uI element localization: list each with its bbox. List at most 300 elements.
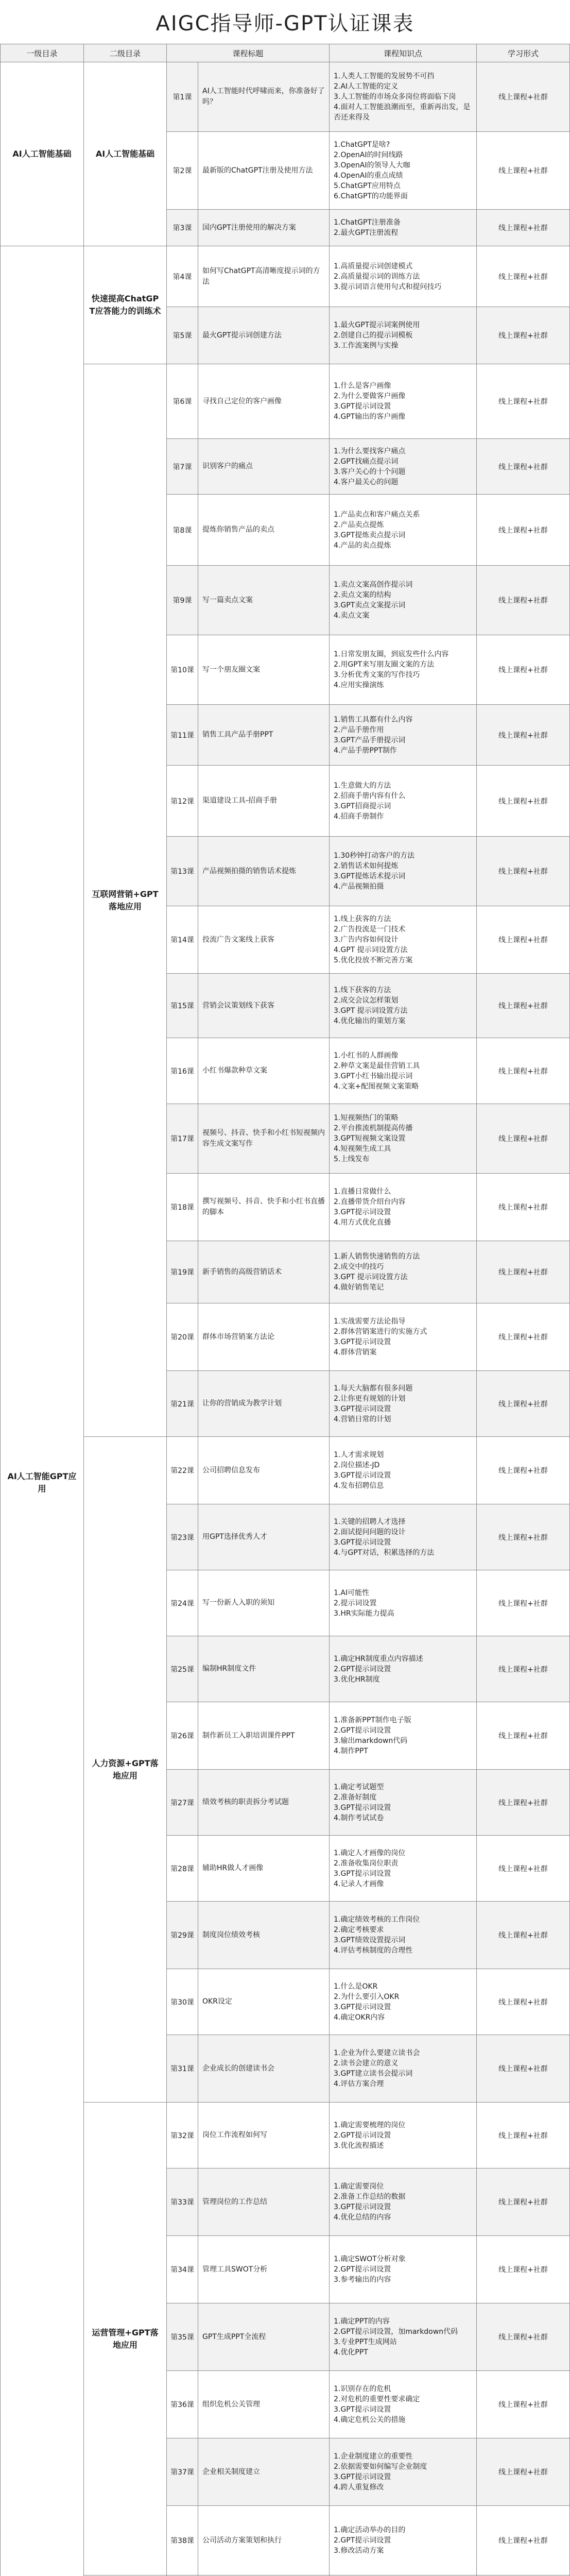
lesson-title: 渠道建设工具-招商手册 [198, 766, 330, 837]
knowledge-point: 3.GPT小红书输出提示词 [334, 1072, 413, 1080]
knowledge-point: 2.面试提问问题的设计 [334, 1528, 406, 1536]
knowledge-point: 2.创建自己的提示词模板 [334, 331, 413, 340]
lesson-title: 写一个朋友圈文案 [198, 635, 330, 705]
knowledge-point: 4.产品手册PPT制作 [334, 746, 397, 755]
page-title: AIGC指导师-GPT认证课表 [156, 12, 414, 36]
knowledge-point: 4.评估方案合理 [334, 2080, 384, 2088]
lesson-number: 第33课 [167, 2168, 198, 2236]
knowledge-point: 1.确定考试题型 [334, 1783, 384, 1791]
knowledge-point: 2.产品手册作用 [334, 725, 384, 734]
study-form: 线上课程+社群 [477, 1770, 570, 1836]
knowledge-point: 4.优化总结的内容 [334, 2213, 391, 2222]
knowledge-points [330, 1836, 477, 1902]
study-form: 线上课程+社群 [477, 1371, 570, 1437]
lesson-title: 公司招聘信息发布 [198, 1437, 330, 1504]
knowledge-point: 3.GPT提示词设置 [334, 1471, 391, 1480]
knowledge-point: 1.30秒钟打动客户的方法 [334, 852, 415, 860]
lesson-number: 第28课 [167, 1836, 198, 1902]
lesson-title: 岗位工作流程如何写 [198, 2103, 330, 2168]
knowledge-points [330, 1902, 477, 1969]
study-form: 线上课程+社群 [477, 1174, 570, 1241]
knowledge-point: 1.卖点文案高创作提示词 [334, 581, 413, 589]
knowledge-point: 2.群体营销案进行的实施方式 [334, 1328, 427, 1336]
lesson-number: 第32课 [167, 2103, 198, 2168]
study-form: 线上课程+社群 [477, 906, 570, 974]
lesson-title: 写一份新人入职的须知 [198, 1570, 330, 1636]
lesson-number: 第17课 [167, 1104, 198, 1174]
level1-category: AI人工智能基础 [1, 62, 84, 246]
knowledge-point: 1.什么是客户画像 [334, 382, 391, 390]
lesson-title: 小红书爆款种草文案 [198, 1038, 330, 1104]
knowledge-points [330, 2035, 477, 2103]
study-form: 线上课程+社群 [477, 2035, 570, 2103]
knowledge-point: 4.发布招聘信息 [334, 1482, 384, 1490]
knowledge-point: 1.人类人工智能的发展势不可挡 [334, 72, 435, 80]
knowledge-point: 1.确定绩效考核的工作岗位 [334, 1916, 420, 1924]
knowledge-point: 4.应用实操演练 [334, 681, 384, 689]
knowledge-point: 3.提示词语言使用句式和提问技巧 [334, 282, 442, 291]
title-bar [0, 0, 570, 44]
knowledge-point: 3.专业PPT生成网站 [334, 2338, 397, 2346]
knowledge-point: 4.优化PPT [334, 2348, 368, 2357]
lesson-number: 第27课 [167, 1770, 198, 1836]
lesson-number: 第9课 [167, 566, 198, 635]
knowledge-point: 2.最火GPT注册流程 [334, 229, 399, 237]
lesson-number: 第3课 [167, 210, 198, 246]
lesson-number: 第1课 [167, 62, 198, 132]
knowledge-point: 3.广告内容如何设计 [334, 936, 399, 944]
knowledge-point: 1.企业制度建立的重要性 [334, 2452, 413, 2461]
knowledge-point: 1.ChatGPT注册准备 [334, 218, 401, 227]
lesson-number: 第22课 [167, 1437, 198, 1504]
lesson-number: 第24课 [167, 1570, 198, 1636]
knowledge-points [330, 210, 477, 246]
study-form: 线上课程+社群 [477, 635, 570, 705]
knowledge-point: 4.优化输出的策划方案 [334, 1017, 406, 1025]
knowledge-point: 1.线下获客的方法 [334, 986, 391, 994]
lesson-number: 第13课 [167, 837, 198, 906]
knowledge-points [330, 705, 477, 766]
knowledge-point: 3.修改活动方案 [334, 2547, 384, 2555]
knowledge-point: 1.短视频热门的策略 [334, 1114, 399, 1122]
knowledge-point: 1.什么是OKR [334, 1982, 378, 1991]
table-header [1, 44, 570, 62]
knowledge-point: 1.日常发朋友圈，到底发些什么内容 [334, 650, 449, 658]
knowledge-point: 4.OpenAI的重点成绩 [334, 172, 403, 180]
knowledge-point: 4.确定OKR内容 [334, 2013, 385, 2022]
header-knowledge-points: 课程知识点 [330, 44, 477, 62]
study-form: 线上课程+社群 [477, 705, 570, 766]
knowledge-point: 3.GPT卖点文案提示词 [334, 601, 406, 609]
knowledge-point: 2.准备工作总结的数据 [334, 2193, 406, 2201]
knowledge-point: 4.制作考试试卷 [334, 1814, 384, 1822]
knowledge-point: 1.企业为什么要建立读书会 [334, 2049, 420, 2057]
knowledge-point: 3.GPT提示词设置 [334, 1338, 391, 1346]
table-row [1, 62, 570, 132]
knowledge-point: 4.短视频生成工具 [334, 1145, 391, 1153]
knowledge-point: 2.GPT提示词设置 [334, 1726, 391, 1735]
lesson-title: 绩效考核的职责拆分考试题 [198, 1770, 330, 1836]
study-form: 线上课程+社群 [477, 2236, 570, 2303]
study-form: 线上课程+社群 [477, 1504, 570, 1570]
knowledge-point: 3.GPT提示词设置 [334, 1803, 391, 1812]
knowledge-points [330, 364, 477, 439]
knowledge-point: 4.记录人才画像 [334, 1879, 384, 1888]
knowledge-point: 3.优化流程描述 [334, 2141, 384, 2150]
knowledge-point: 3.GPT提示词设置 [334, 1404, 391, 1413]
knowledge-point: 3.GPT短视频文案设置 [334, 1134, 406, 1143]
lesson-number: 第11课 [167, 705, 198, 766]
knowledge-point: 2.为什么要引入OKR [334, 1992, 400, 2001]
knowledge-point: 3.GPT提示词设置 [334, 402, 391, 411]
knowledge-points [330, 1104, 477, 1174]
lesson-number: 第25课 [167, 1636, 198, 1702]
knowledge-point: 2.成交中的技巧 [334, 1263, 384, 1271]
knowledge-point: 3.GPT产品手册提示词 [334, 736, 406, 744]
knowledge-point: 3.分析优秀文案的写作技巧 [334, 671, 420, 679]
lesson-title: 最新版的ChatGPT注册及使用方法 [198, 132, 330, 210]
knowledge-point: 1.线上获客的方法 [334, 915, 391, 923]
knowledge-points [330, 1636, 477, 1702]
lesson-title: 识别客户的痛点 [198, 439, 330, 495]
lesson-number: 第26课 [167, 1702, 198, 1770]
knowledge-point: 2.GPT提示词设置 [334, 2265, 391, 2274]
knowledge-point: 2.平台推流机制提高传播 [334, 1124, 413, 1132]
knowledge-point: 1.直播日常做什么 [334, 1188, 391, 1196]
course-table-body [1, 62, 570, 2576]
knowledge-point: 2.GPT提示词设置 [334, 2536, 391, 2545]
knowledge-points [330, 635, 477, 705]
knowledge-point: 1.人才需求规划 [334, 1451, 384, 1459]
study-form: 线上课程+社群 [477, 364, 570, 439]
knowledge-point: 4.群体营销案 [334, 1348, 377, 1357]
knowledge-point: 3.GPT提示词设置 [334, 2003, 391, 2011]
knowledge-points [330, 2303, 477, 2371]
knowledge-points [330, 132, 477, 210]
lesson-title: 用GPT选择优秀人才 [198, 1504, 330, 1570]
lesson-title: 提炼你销售产品的卖点 [198, 495, 330, 566]
lesson-title: AI人工智能时代呼啸而来，你准备好了吗？ [198, 62, 330, 132]
knowledge-points [330, 2103, 477, 2168]
lesson-number: 第38课 [167, 2506, 198, 2575]
knowledge-point: 1.AI可能性 [334, 1588, 370, 1597]
knowledge-point: 3.HR实际能力提高 [334, 1609, 394, 1618]
lesson-number: 第20课 [167, 1303, 198, 1371]
lesson-title: 管理岗位的工作总结 [198, 2168, 330, 2236]
knowledge-point: 2.GPT提示词设置，加markdown代码 [334, 2328, 458, 2336]
knowledge-point: 5.优化投放不断完善方案 [334, 956, 413, 964]
knowledge-point: 1.关键的招聘人才选择 [334, 1517, 406, 1526]
knowledge-points [330, 1504, 477, 1570]
study-form: 线上课程+社群 [477, 246, 570, 307]
knowledge-point: 1.准备新PPT制作电子版 [334, 1716, 411, 1724]
knowledge-points [330, 1770, 477, 1836]
knowledge-point: 1.最火GPT提示词案例使用 [334, 321, 420, 329]
knowledge-point: 5.上线发布 [334, 1155, 370, 1163]
lesson-title: 制作新员工入职培训课件PPT [198, 1702, 330, 1770]
knowledge-point: 1.确定人才画像的岗位 [334, 1849, 406, 1857]
table-row [1, 1437, 570, 1504]
lesson-number: 第15课 [167, 974, 198, 1038]
knowledge-point: 2.广告投流是一门技术 [334, 925, 406, 934]
knowledge-point: 4.面对人工智能浪潮而至，重新再出发，是否还来得及 [334, 103, 471, 122]
study-form: 线上课程+社群 [477, 495, 570, 566]
knowledge-point: 1.确定PPT的内容 [334, 2317, 390, 2326]
lesson-title: 群体市场营销案方法论 [198, 1303, 330, 1371]
study-form: 线上课程+社群 [477, 1038, 570, 1104]
knowledge-points [330, 62, 477, 132]
study-form: 线上课程+社群 [477, 974, 570, 1038]
study-form: 线上课程+社群 [477, 1702, 570, 1770]
knowledge-point: 3.工作流案例与实操 [334, 342, 399, 350]
lesson-title: 企业成长的创建读书会 [198, 2035, 330, 2103]
knowledge-point: 4.产品视频拍摄 [334, 883, 384, 891]
knowledge-point: 1.新人销售快速销售的方法 [334, 1252, 420, 1261]
lesson-title: 投流广告文案线上获客 [198, 906, 330, 974]
knowledge-point: 3.客户关心的十个问题 [334, 467, 406, 476]
lesson-title: 最火GPT提示词创建方法 [198, 307, 330, 364]
knowledge-points [330, 307, 477, 364]
study-form: 线上课程+社群 [477, 1636, 570, 1702]
knowledge-point: 2.卖点文案的结构 [334, 591, 391, 599]
knowledge-points [330, 1969, 477, 2035]
study-form: 线上课程+社群 [477, 2168, 570, 2236]
level2-category: AI人工智能基础 [84, 62, 167, 246]
lesson-number: 第35课 [167, 2303, 198, 2371]
knowledge-points [330, 837, 477, 906]
lesson-number: 第34课 [167, 2236, 198, 2303]
lesson-title: 销售工具产品手册PPT [198, 705, 330, 766]
knowledge-point: 1.ChatGPT是啥? [334, 141, 390, 149]
lesson-number: 第6课 [167, 364, 198, 439]
knowledge-point: 4.制作PPT [334, 1747, 368, 1755]
knowledge-point: 3.GPT提示词设置 [334, 1869, 391, 1878]
study-form: 线上课程+社群 [477, 132, 570, 210]
lesson-number: 第23课 [167, 1504, 198, 1570]
knowledge-point: 1.确定SWOT分析对象 [334, 2255, 406, 2263]
knowledge-point: 2.产品卖点提炼 [334, 520, 384, 529]
study-form: 线上课程+社群 [477, 210, 570, 246]
knowledge-points [330, 2236, 477, 2303]
knowledge-points [330, 974, 477, 1038]
lesson-title: 制度岗位绩效考核 [198, 1902, 330, 1969]
lesson-title: 产品视频拍摄的销售话术提炼 [198, 837, 330, 906]
study-form: 线上课程+社群 [477, 1570, 570, 1636]
knowledge-points [330, 906, 477, 974]
level2-category: 人力资源+GPT落地应用 [84, 1437, 167, 2103]
knowledge-points [330, 2371, 477, 2438]
lesson-title: 编制HR制度文件 [198, 1636, 330, 1702]
header-course-title: 课程标题 [167, 44, 330, 62]
study-form: 线上课程+社群 [477, 1437, 570, 1504]
knowledge-point: 2.销售话术如何提炼 [334, 862, 399, 870]
lesson-number: 第7课 [167, 439, 198, 495]
knowledge-point: 4.跨人重复修改 [334, 2483, 384, 2492]
knowledge-point: 3.GPT建立读书会提示词 [334, 2070, 413, 2078]
knowledge-points [330, 566, 477, 635]
knowledge-point: 1.为什么要找客户痛点 [334, 447, 406, 455]
knowledge-points [330, 1303, 477, 1371]
knowledge-point: 1.高质量提示词创建模式 [334, 262, 413, 270]
knowledge-point: 2.准备好制度 [334, 1793, 377, 1802]
lesson-title: 写一篇卖点文案 [198, 566, 330, 635]
lesson-title: 如何写ChatGPT高清晰度提示词的方法 [198, 246, 330, 307]
study-form: 线上课程+社群 [477, 2371, 570, 2438]
knowledge-point: 6.ChatGPT的功能界面 [334, 192, 408, 200]
study-form: 线上课程+社群 [477, 2438, 570, 2506]
knowledge-point: 2.AI人工智能的定义 [334, 82, 399, 91]
level2-category: 快速提高ChatGPT应答能力的训练术 [84, 246, 167, 364]
knowledge-point: 4.客户最关心的问题 [334, 478, 399, 486]
knowledge-points [330, 1437, 477, 1504]
level2-category: 运营管理+GPT落地应用 [84, 2103, 167, 2575]
study-form: 线上课程+社群 [477, 62, 570, 132]
knowledge-point: 3.GPT提炼话术提示词 [334, 872, 406, 880]
lesson-number: 第5课 [167, 307, 198, 364]
lesson-number: 第37课 [167, 2438, 198, 2506]
knowledge-points [330, 495, 477, 566]
knowledge-point: 1.小红书的人群画像 [334, 1051, 399, 1060]
knowledge-point: 5.ChatGPT应用特点 [334, 182, 401, 190]
study-form: 线上课程+社群 [477, 566, 570, 635]
knowledge-point: 2.OpenAI的时间线路 [334, 151, 403, 159]
study-form: 线上课程+社群 [477, 837, 570, 906]
lesson-number: 第8课 [167, 495, 198, 566]
knowledge-points [330, 2438, 477, 2506]
header-level2: 二级目录 [84, 44, 167, 62]
study-form: 线上课程+社群 [477, 439, 570, 495]
knowledge-point: 3.输出markdown代码 [334, 1737, 408, 1745]
lesson-title: 新手销售的高级营销话术 [198, 1241, 330, 1303]
study-form: 线上课程+社群 [477, 1303, 570, 1371]
lesson-number: 第21课 [167, 1371, 198, 1437]
knowledge-point: 2.提示词设置 [334, 1599, 377, 1607]
study-form: 线上课程+社群 [477, 2303, 570, 2371]
knowledge-point: 3.GPT 提示词设置方法 [334, 1007, 408, 1015]
lesson-number: 第19课 [167, 1241, 198, 1303]
lesson-number: 第18课 [167, 1174, 198, 1241]
knowledge-point: 4.卖点文案 [334, 612, 370, 620]
knowledge-point: 3.GPT提炼卖点提示词 [334, 531, 406, 539]
knowledge-point: 2.确定考核要求 [334, 1926, 384, 1934]
lesson-title: 辅助HR做人才画像 [198, 1836, 330, 1902]
knowledge-point: 1.销售工具都有什么内容 [334, 715, 413, 724]
knowledge-points [330, 766, 477, 837]
course-table [0, 44, 570, 2576]
knowledge-point: 4.与GPT对话，积累选择的方法 [334, 1548, 435, 1557]
knowledge-point: 1.每天大脑都有很多问题 [334, 1384, 413, 1393]
lesson-title: 国内GPT注册使用的解决方案 [198, 210, 330, 246]
lesson-number: 第30课 [167, 1969, 198, 2035]
knowledge-point: 4.做好销售笔记 [334, 1283, 384, 1292]
knowledge-point: 3.人工智能的市场众多岗位将面临下岗 [334, 93, 456, 101]
knowledge-point: 2.GPT提示词设置 [334, 2131, 391, 2140]
level1-category: AI人工智能GPT应用 [1, 246, 84, 2576]
knowledge-point: 2.高质量提示词的训练方法 [334, 272, 420, 281]
knowledge-point: 1.确定HR制度重点内容描述 [334, 1654, 423, 1663]
knowledge-point: 4.招商手册制作 [334, 812, 384, 821]
lesson-title: 公司活动方案策划和执行 [198, 2506, 330, 2575]
knowledge-point: 3.参考输出的内容 [334, 2276, 391, 2284]
lesson-title: 让你的营销成为教学计划 [198, 1371, 330, 1437]
knowledge-point: 2.招商手册内容有什么 [334, 791, 406, 800]
lesson-number: 第31课 [167, 2035, 198, 2103]
study-form: 线上课程+社群 [477, 1104, 570, 1174]
study-form: 线上课程+社群 [477, 1836, 570, 1902]
table-row [1, 246, 570, 307]
knowledge-point: 4.评估考核制度的合理性 [334, 1946, 413, 1955]
lesson-title: GPT生成PPT全流程 [198, 2303, 330, 2371]
knowledge-point: 4.确定危机公关的措施 [334, 2416, 406, 2424]
knowledge-point: 2.岗位描述-JD [334, 1461, 380, 1469]
knowledge-point: 3.GPT提示词设置 [334, 2405, 391, 2414]
study-form: 线上课程+社群 [477, 2103, 570, 2168]
knowledge-point: 4.营销日常的计划 [334, 1415, 391, 1423]
knowledge-point: 3.GPT 提示词设置方法 [334, 1273, 408, 1281]
knowledge-point: 2.读书会建立的意义 [334, 2059, 399, 2067]
table-row [1, 2103, 570, 2168]
knowledge-points [330, 246, 477, 307]
knowledge-point: 3.GPT招商提示词 [334, 802, 391, 810]
lesson-title: 管理工具SWOT分析 [198, 2236, 330, 2303]
lesson-number: 第16课 [167, 1038, 198, 1104]
knowledge-points [330, 2168, 477, 2236]
knowledge-point: 2.依据需要如何编写企业制度 [334, 2463, 427, 2471]
study-form: 线上课程+社群 [477, 2506, 570, 2575]
knowledge-point: 4.文案+配图视频文案策略 [334, 1082, 419, 1091]
knowledge-point: 4.产品的卖点提炼 [334, 541, 391, 550]
knowledge-point: 4.GPT 提示词设置方法 [334, 946, 408, 954]
header-row [1, 44, 570, 62]
knowledge-point: 3.GPT绩效设置提示词 [334, 1936, 406, 1944]
lesson-number: 第2课 [167, 132, 198, 210]
lesson-title: 企业相关制度建立 [198, 2438, 330, 2506]
knowledge-points [330, 439, 477, 495]
knowledge-point: 2.GPT提示词设置 [334, 1665, 391, 1673]
knowledge-point: 1.生意做大的方法 [334, 781, 391, 790]
lesson-title: 组织危机公关管理 [198, 2371, 330, 2438]
lesson-title: OKR设定 [198, 1969, 330, 2035]
knowledge-point: 2.用GPT来写朋友圈文案的方法 [334, 660, 435, 669]
knowledge-points [330, 1174, 477, 1241]
knowledge-points [330, 1241, 477, 1303]
knowledge-point: 1.识别存在的危机 [334, 2385, 391, 2393]
knowledge-point: 4.GPT输出的客户画像 [334, 413, 406, 421]
knowledge-point: 2.直播带货介绍台内容 [334, 1198, 406, 1206]
header-study-form: 学习形式 [477, 44, 570, 62]
knowledge-points [330, 2506, 477, 2575]
knowledge-point: 1.确定需要梳理的岗位 [334, 2121, 406, 2129]
lesson-number: 第29课 [167, 1902, 198, 1969]
study-form: 线上课程+社群 [477, 766, 570, 837]
lesson-title: 营销会议策划线下获客 [198, 974, 330, 1038]
knowledge-point: 3.优化HR制度 [334, 1675, 380, 1684]
knowledge-point: 4.用方式优化直播 [334, 1218, 391, 1227]
knowledge-points [330, 1702, 477, 1770]
knowledge-point: 1.确定活动举办的目的 [334, 2526, 406, 2534]
knowledge-point: 3.OpenAI的领导人大咖 [334, 161, 410, 170]
lesson-number: 第10课 [167, 635, 198, 705]
lesson-number: 第36课 [167, 2371, 198, 2438]
lesson-title: 视频号、抖音、快手和小红书短视频内容生成文案写作 [198, 1104, 330, 1174]
lesson-number: 第14课 [167, 906, 198, 974]
header-level1: 一级目录 [1, 44, 84, 62]
knowledge-points [330, 1570, 477, 1636]
knowledge-point: 2.种草文案是最佳营销工具 [334, 1061, 420, 1070]
knowledge-point: 2.让你更有规划的计划 [334, 1394, 406, 1403]
knowledge-point: 3.GPT提示词设置 [334, 2203, 391, 2211]
table-row [1, 364, 570, 439]
